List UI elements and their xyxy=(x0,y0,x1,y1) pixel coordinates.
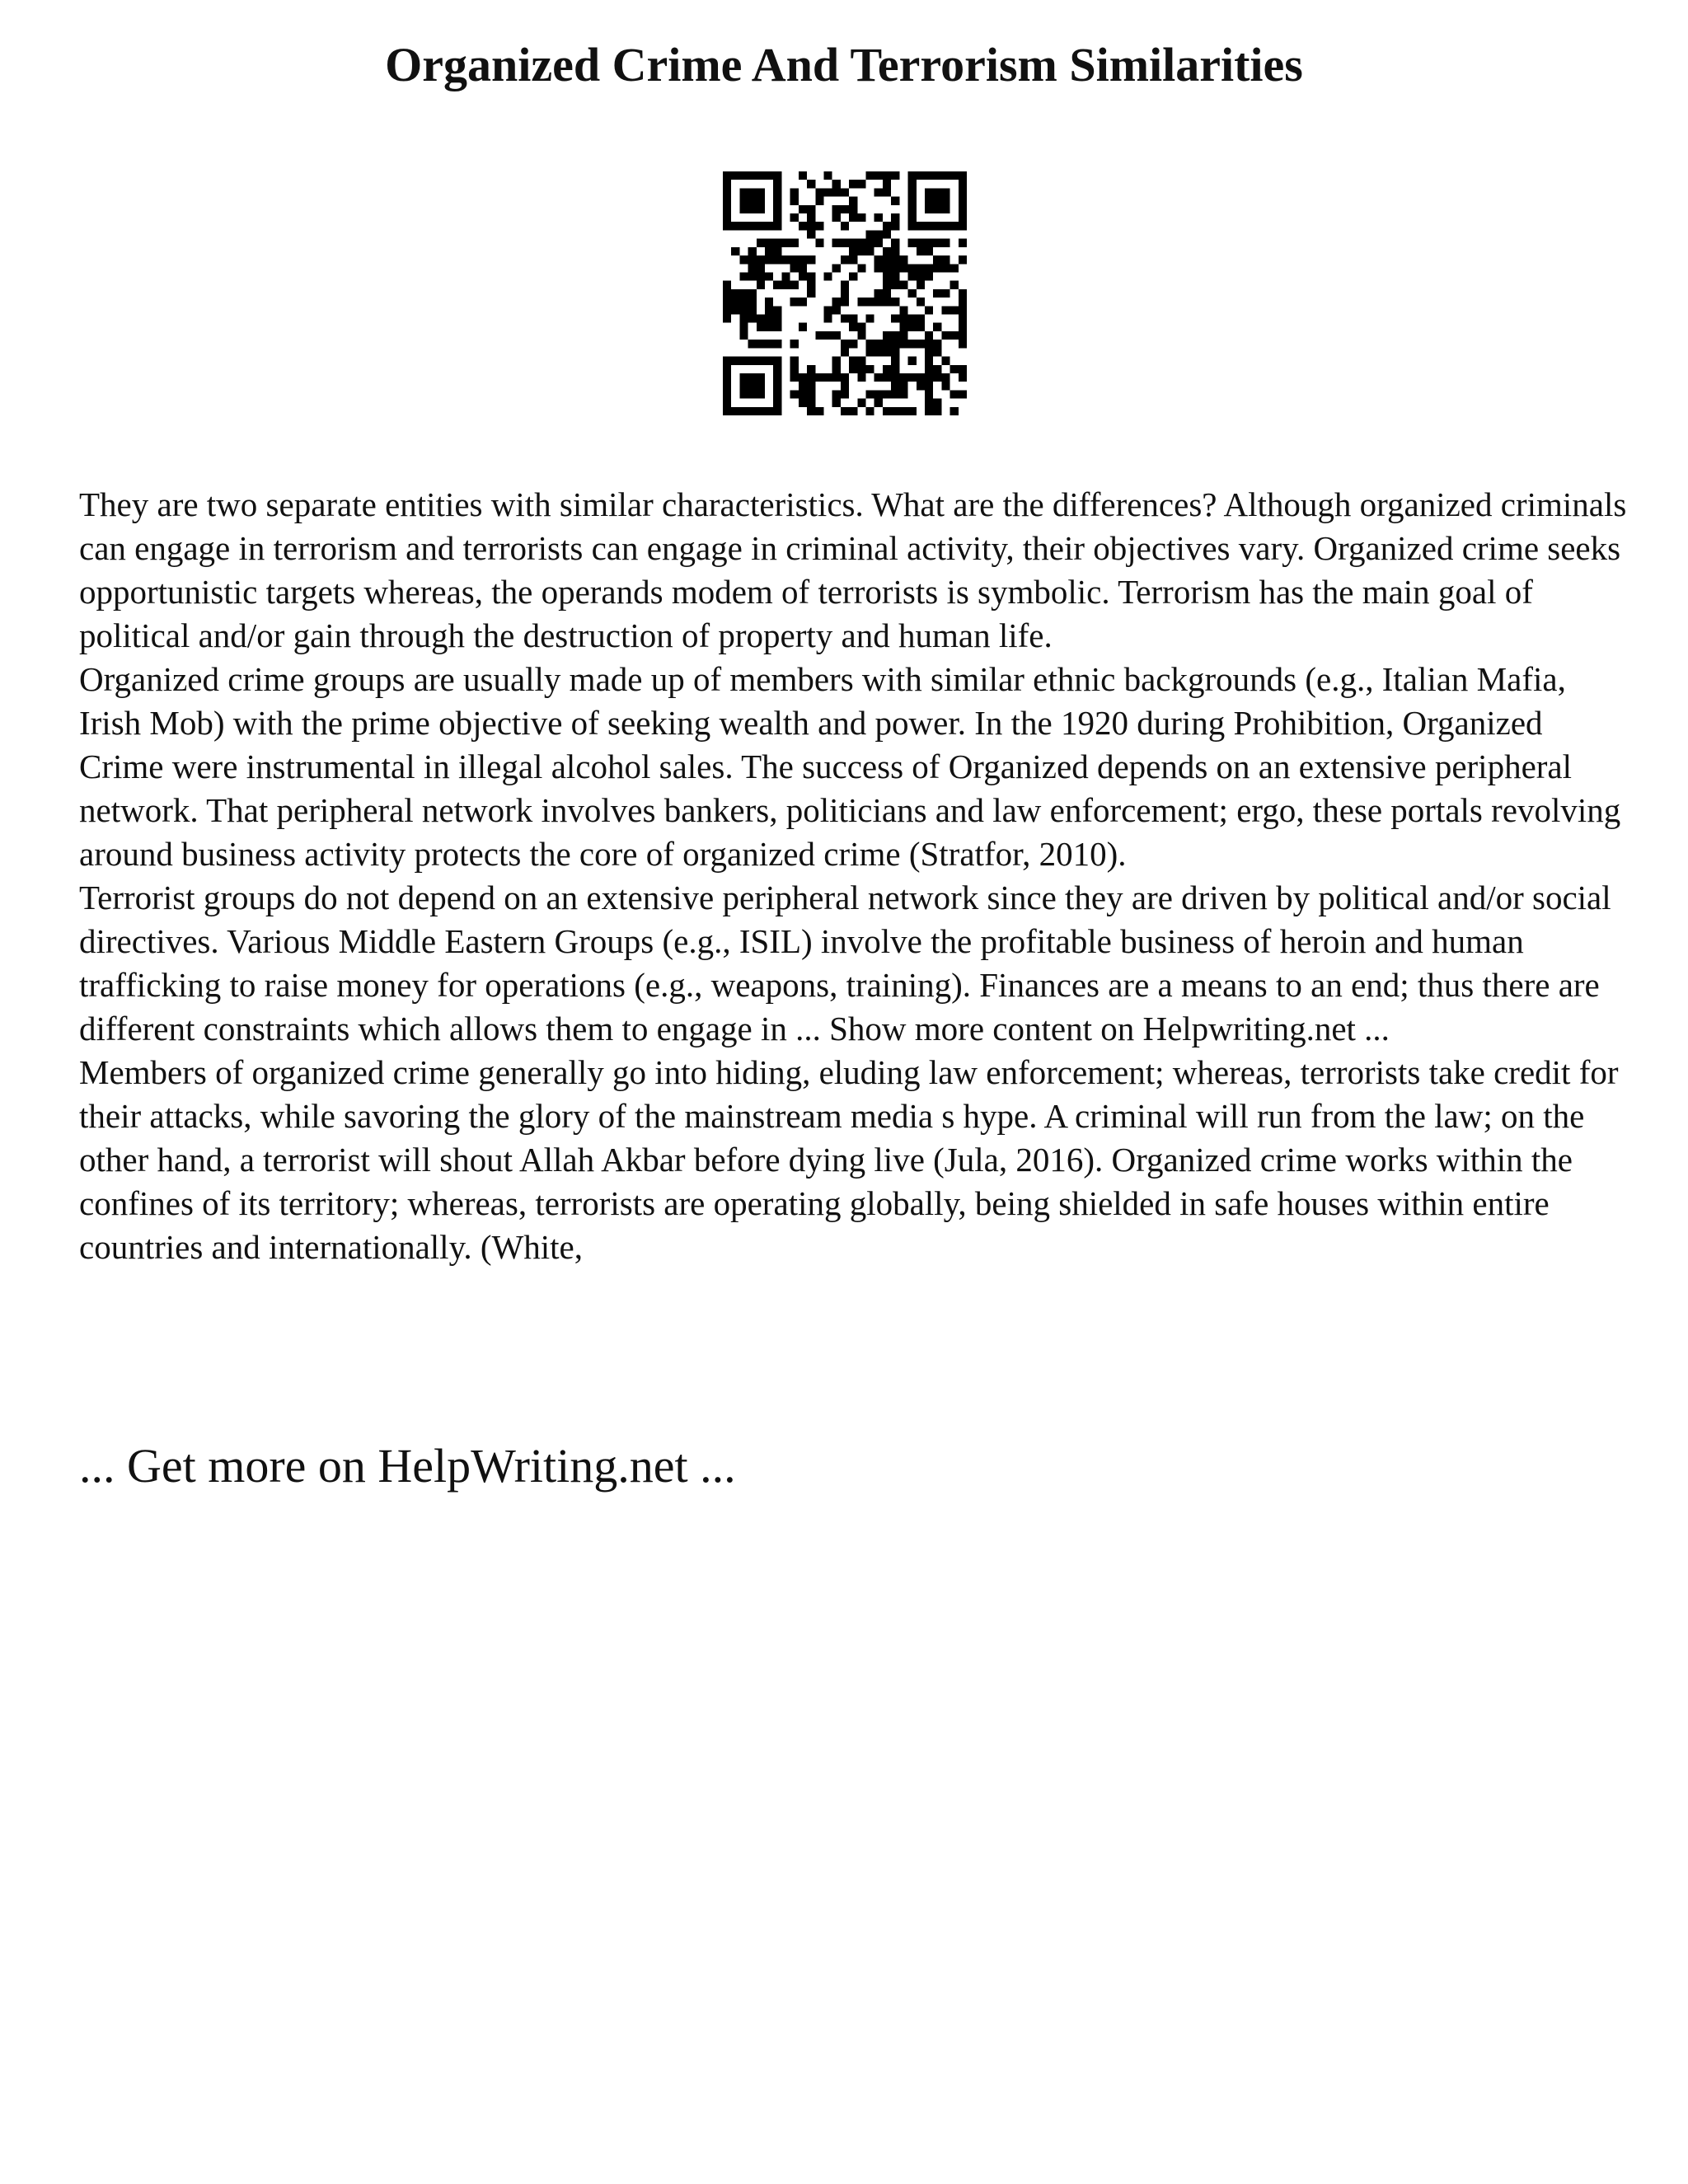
document-title: Organized Crime And Terrorism Similarities xyxy=(385,38,1303,91)
paragraph: Members of organized crime generally go into hiding, eluding law enforcement; whereas, terrorists take credit for their attacks, while savoring the glory of the mainstream media s hype. A criminal will run from the law; on the other hand, a terrorist will shout Allah Akbar before dying live (Jula, 2016). Organized crime works within the confines of its territory; whereas, terrorists are operating globally, being shielded in safe houses within entire countries and internationally. (White, xyxy=(79,1053,1619,1266)
qr-code xyxy=(723,171,967,415)
get-more-link[interactable]: ... Get more on HelpWriting.net ... xyxy=(79,1439,736,1493)
qr-code-icon xyxy=(723,171,967,415)
paragraph: They are two separate entities with similar characteristics. What are the differences? Although organized criminals can engage in terrorism and terrorists can engage in criminal activity, their objectives vary. Organized crime seeks opportunistic targets whereas, the operands modem of terrorists is symbolic. Terrorism has the main goal of political and/or gain through the destruction of property and human life. xyxy=(79,485,1627,654)
paragraph: Terrorist groups do not depend on an extensive peripheral network since they are driven by political and/or social directives. Various Middle Eastern Groups (e.g., ISIL) involve the profitable business of heroin and human trafficking to raise money for operations (e.g., weapons, training). Finances are a means to an end; thus there are different constraints which allows them to engage in ... Show more content on Helpwriting.net ... xyxy=(79,879,1611,1047)
article-body xyxy=(79,483,1629,1269)
qr-modules xyxy=(723,171,967,415)
paragraph: Organized crime groups are usually made up of members with similar ethnic backgrounds (e.g., Italian Mafia, Irish Mob) with the prime objective of seeking wealth and power. In the 1920 during Prohibition, Organized Crime were instrumental in illegal alcohol sales. The success of Organized depends on an extensive peripheral network. That peripheral network involves bankers, politicians and law enforcement; ergo, these portals revolving around business activity protects the core of organized crime (Stratfor, 2010). xyxy=(79,660,1621,873)
